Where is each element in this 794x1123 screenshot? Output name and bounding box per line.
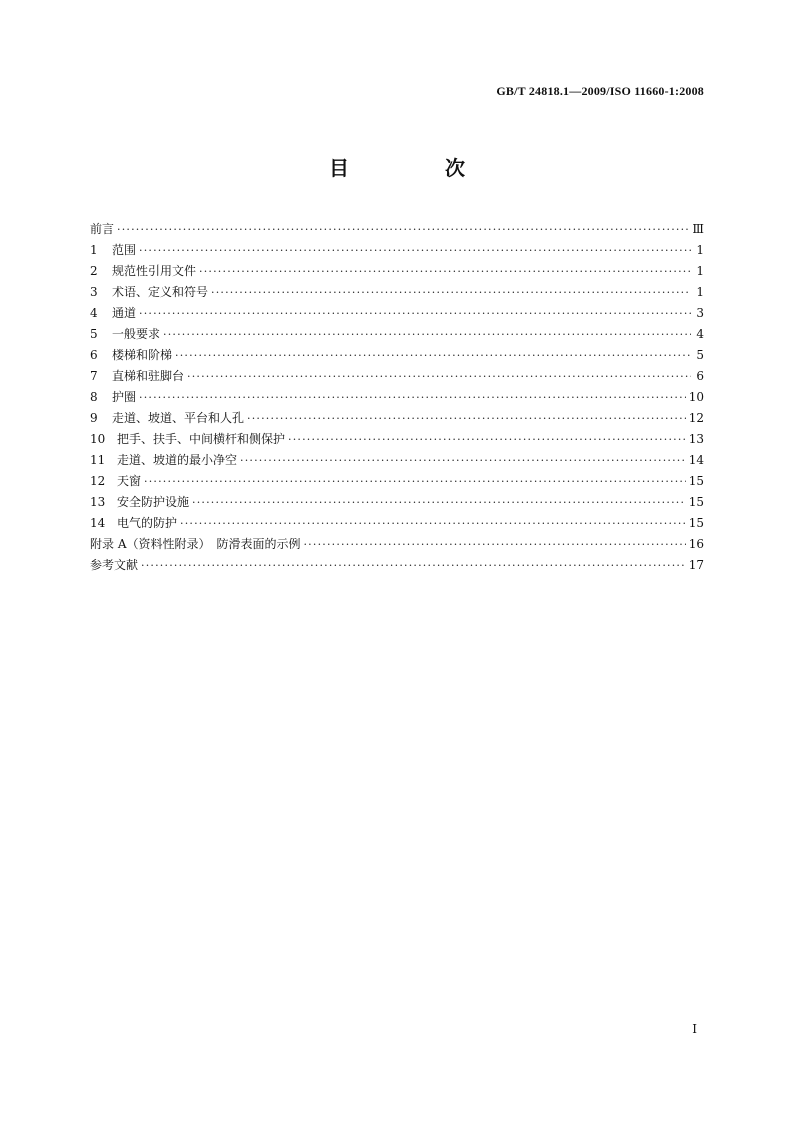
toc-entry-page: 6 — [696, 369, 704, 383]
toc-entry-title: 一般要求 — [112, 327, 161, 341]
standard-code-header: GB/T 24818.1—2009/ISO 11660-1:2008 — [496, 84, 704, 98]
toc-entry-number: 11 — [90, 453, 106, 467]
toc-dot-leader — [117, 219, 689, 240]
toc-entry-bibliography[interactable] — [90, 555, 704, 576]
toc-entry-page: 14 — [688, 453, 704, 467]
toc-entry-14[interactable] — [90, 513, 704, 534]
toc-dot-leader — [139, 303, 691, 324]
toc-entry-number: 14 — [90, 516, 106, 530]
toc-entry-6[interactable] — [90, 345, 704, 366]
toc-entry-number: 13 — [90, 495, 106, 509]
toc-entry-title: 前言 — [90, 222, 115, 236]
toc-dot-leader — [187, 366, 691, 387]
toc-entry-title: 护圈 — [112, 390, 137, 404]
toc-entry-13[interactable] — [90, 492, 704, 513]
toc-entry-10[interactable] — [90, 429, 704, 450]
toc-entry-number: 3 — [90, 285, 98, 299]
toc-entry-12[interactable] — [90, 471, 704, 492]
table-of-contents — [90, 219, 704, 576]
toc-entry-3[interactable] — [90, 282, 704, 303]
toc-entry-number: 10 — [90, 432, 106, 446]
toc-dot-leader — [175, 345, 691, 366]
toc-entry-title: 天窗 — [117, 474, 142, 488]
toc-entry-page: 15 — [688, 474, 704, 488]
toc-dot-leader — [303, 534, 685, 555]
toc-entry-page: 5 — [696, 348, 704, 362]
toc-entry-foreword[interactable] — [90, 219, 704, 240]
toc-entry-11[interactable] — [90, 450, 704, 471]
toc-entry-title: 通道 — [112, 306, 137, 320]
toc-dot-leader — [199, 261, 691, 282]
toc-entry-page: 13 — [688, 432, 704, 446]
toc-entry-page: 3 — [696, 306, 704, 320]
toc-entry-annex-a[interactable] — [90, 534, 704, 555]
toc-entry-7[interactable] — [90, 366, 704, 387]
toc-dot-leader — [180, 513, 686, 534]
toc-entry-title: 走道、坡道、平台和人孔 — [112, 411, 245, 425]
toc-entry-number: 5 — [90, 327, 98, 341]
toc-entry-number: 4 — [90, 306, 98, 320]
toc-entry-1[interactable] — [90, 240, 704, 261]
toc-entry-8[interactable] — [90, 387, 704, 408]
toc-entry-page: 15 — [688, 495, 704, 509]
toc-entry-page: Ⅲ — [692, 222, 704, 236]
toc-entry-number: 8 — [90, 390, 98, 404]
toc-entry-title: 范围 — [112, 243, 137, 257]
toc-entry-page: 12 — [688, 411, 704, 425]
toc-entry-page: 1 — [696, 285, 704, 299]
toc-dot-leader — [163, 324, 691, 345]
toc-entry-number: 7 — [90, 369, 98, 383]
toc-entry-9[interactable] — [90, 408, 704, 429]
toc-dot-leader — [192, 492, 686, 513]
toc-entry-page: 4 — [696, 327, 704, 341]
toc-dot-leader — [211, 282, 691, 303]
toc-entry-number: 12 — [90, 474, 106, 488]
toc-entry-number: 6 — [90, 348, 98, 362]
toc-dot-leader — [141, 555, 686, 576]
toc-entry-number: 2 — [90, 264, 98, 278]
toc-entry-page: 1 — [696, 264, 704, 278]
toc-entry-title: 把手、扶手、中间横杆和侧保护 — [117, 432, 286, 446]
toc-entry-title: 参考文献 — [90, 558, 139, 572]
toc-entry-title: 附录 A（资料性附录） 防滑表面的示例 — [90, 537, 301, 551]
toc-dot-leader — [144, 471, 686, 492]
toc-dot-leader — [240, 450, 686, 471]
toc-entry-4[interactable] — [90, 303, 704, 324]
toc-dot-leader — [139, 240, 691, 261]
toc-dot-leader — [139, 387, 686, 408]
toc-entry-title: 规范性引用文件 — [112, 264, 197, 278]
toc-entry-page: 15 — [688, 516, 704, 530]
toc-entry-title: 安全防护设施 — [117, 495, 190, 509]
toc-dot-leader — [247, 408, 686, 429]
toc-entry-title: 直梯和驻脚台 — [112, 369, 185, 383]
toc-entry-page: 1 — [696, 243, 704, 257]
toc-entry-5[interactable] — [90, 324, 704, 345]
toc-entry-number: 9 — [90, 411, 98, 425]
page-number: I — [692, 1022, 697, 1036]
toc-entry-title: 术语、定义和符号 — [112, 285, 209, 299]
toc-dot-leader — [288, 429, 686, 450]
toc-entry-number: 1 — [90, 243, 98, 257]
toc-entry-title: 楼梯和阶梯 — [112, 348, 173, 362]
toc-entry-2[interactable] — [90, 261, 704, 282]
toc-entry-page: 10 — [688, 390, 704, 404]
toc-entry-page: 17 — [688, 558, 704, 572]
toc-entry-title: 电气的防护 — [117, 516, 178, 530]
toc-entry-title: 走道、坡道的最小净空 — [117, 453, 238, 467]
toc-entry-page: 16 — [688, 537, 704, 551]
page-title: 目 次 — [329, 156, 503, 180]
